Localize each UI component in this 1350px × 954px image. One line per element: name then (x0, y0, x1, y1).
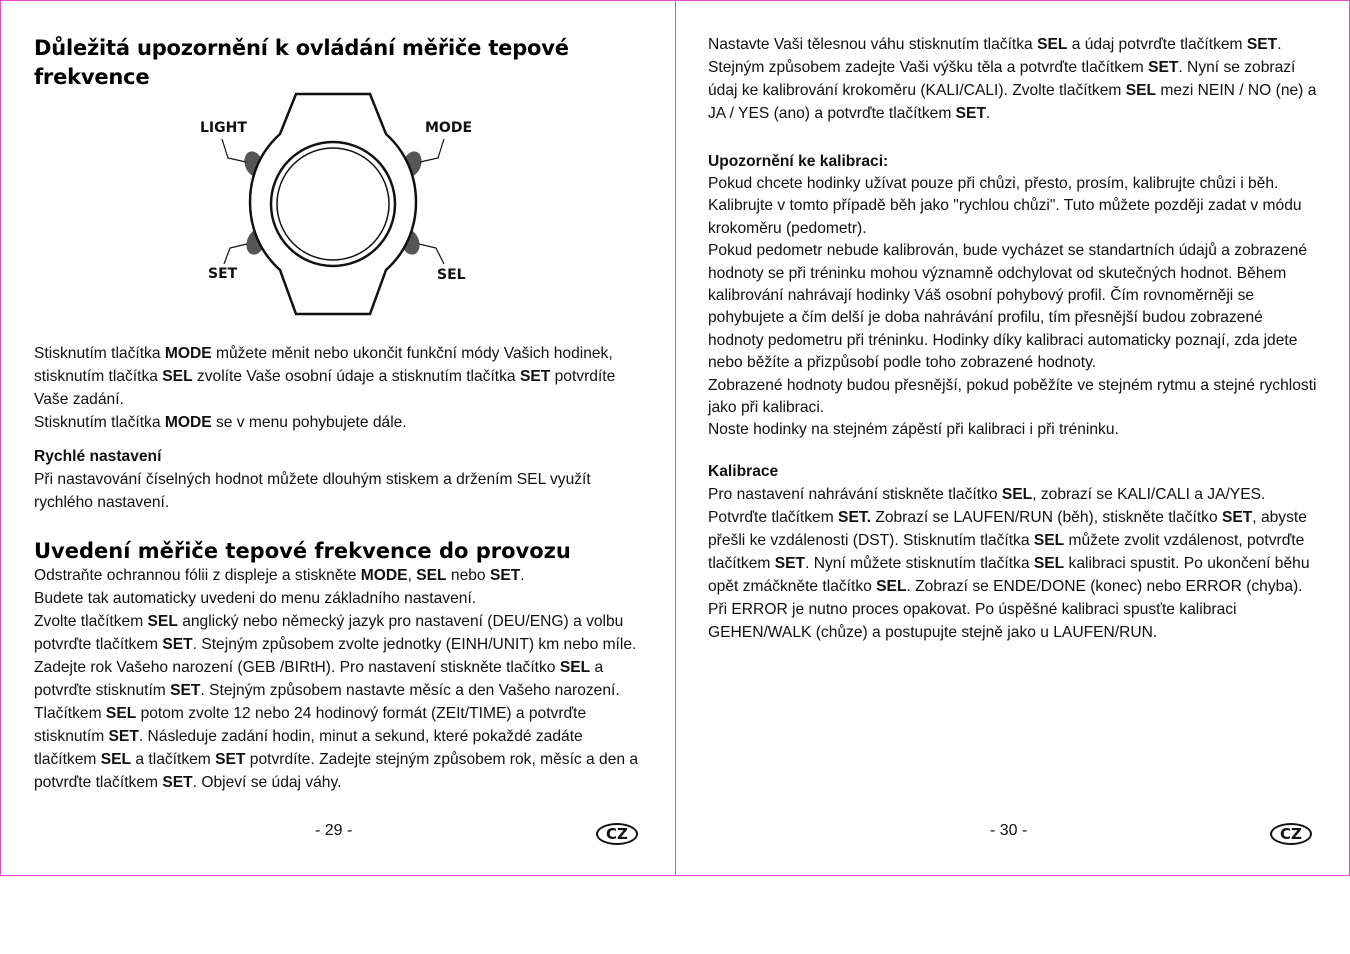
button-name: SEL (1125, 82, 1157, 99)
paragraph: Stisknutím tlačítka MODE můžete měnit nebo ukončit funkční módy Vašich hodinek, stisknutím tlačítka SEL zvolíte Vaše osobní údaje a stisknutím tlačítka SET potvrdíte Vaše zadání. (34, 345, 616, 408)
watch-label-mode: MODE (425, 120, 473, 136)
button-name: SEL (559, 659, 591, 676)
button-name: SET (774, 554, 806, 572)
button-name: SEL (1033, 531, 1065, 549)
button-name: SEL (105, 705, 137, 722)
button-name: SET (519, 368, 551, 385)
button-name: SEL (1033, 554, 1065, 572)
button-name: SEL (876, 577, 907, 595)
button-name: SET (170, 682, 201, 699)
watch-label-set: SET (208, 266, 238, 282)
button-name: SET (108, 728, 139, 745)
country-badge-right: CZ (1270, 823, 1312, 845)
button-name: SET (1221, 508, 1253, 526)
button-name: MODE (360, 567, 408, 584)
paragraph: Stisknutím tlačítka MODE se v menu pohybujete dále. (34, 414, 407, 431)
paragraph: Nastavte Vaši tělesnou váhu stisknutím tlačítka SEL a údaj potvrďte tlačítkem SET. Stejným způsobem zadejte Vaši výšku těla a potvrďte tlačítkem SET. Nyní se zobrazí údaj ke kalibrování krokoměru (KALI/CALI). Zvolte tlačítkem SEL mezi NEIN / NO (ne) a JA / YES (ano) a potvrďte tlačítkem SET. (708, 36, 1317, 122)
watch-face (277, 148, 389, 260)
button-name: SEL (100, 751, 132, 768)
page-title: Důležitá upozornění k ovládání měřiče tepové frekvence (34, 36, 569, 89)
button-name: SET. (838, 508, 871, 526)
calibration-note-p4: Noste hodinky na stejném zápěstí při kalibraci i při tréninku. (708, 421, 1119, 439)
button-name: SEL (416, 567, 447, 584)
button-name: SEL (1037, 36, 1068, 53)
weight-text (708, 33, 1318, 125)
button-name: SET (1148, 59, 1179, 76)
quick-setting-heading: Rychlé nastavení (34, 448, 162, 465)
watch-illustration (34, 92, 640, 324)
paragraph: Budete tak automaticky uvedeni do menu základního nastavení. (34, 590, 477, 607)
button-name: SET (162, 774, 193, 791)
button-name: SET (1246, 36, 1278, 53)
startup-heading: Uvedení měřiče tepové frekvence do provozu (34, 539, 571, 563)
paragraph: Zvolte tlačítkem SEL anglický nebo německý jazyk pro nastavení (DEU/ENG) a volbu potvrďte tlačítkem SET. Stejným způsobem zvolte jednotky (EINH/UNIT) km nebo míle. Zadejte rok Vašeho narození (GEB /BIRtH). Pro nastavení stiskněte tlačítko SEL a potvrďte stisknutím SET. Stejným způsobem nastavte měsíc a den Vašeho narození. Tlačítkem SEL potom zvolte 12 nebo 24 hodinový formát (ZEIt/TIME) a potvrďte stisknutím SET. Následuje zadání hodin, minut a sekund, které pokaždé zadáte tlačítkem SEL a tlačítkem SET potvrdíte. Zadejte stejným způsobem rok, měsíc a den a potvrďte tlačítkem SET. Objeví se údaj váhy. (34, 613, 639, 791)
page-number-left: - 29 - (315, 822, 353, 839)
watch-diagram (34, 92, 640, 324)
quick-setting-text: Při nastavování číselných hodnot můžete dlouhým stiskem a držením SEL využít rychlého nastavení. (34, 471, 591, 511)
calibration-note-p2: Pokud pedometr nebude kalibrován, bude vycházet se standartních údajů a zobrazené hodnoty se při tréninku mohou významně odchylovat od skutečných hodnot. Během kalibrování nahrávají hodinky Váš osobní pohybový profil. Čím rovnoměrněji se pohybujete a čím delší je doba nahrávání profilu, tím přesnější budou zobrazené hodnoty pedometru při tréninku. Hodinky díky kalibraci automaticky poznají, zda jdete nebo běžíte a přizpůsobí podle toho zobrazené hodnoty. (708, 242, 1308, 372)
calibration-text (708, 483, 1318, 644)
country-badge-left: CZ (596, 823, 638, 845)
button-name: SEL (1001, 485, 1033, 503)
button-name: SET (489, 567, 521, 584)
right-content (708, 33, 1318, 644)
paragraph: Odstraňte ochrannou fólii z displeje a stiskněte MODE, SEL nebo SET. (34, 567, 525, 584)
calibration-note-p3: Zobrazené hodnoty budou přesnější, pokud poběžíte ve stejném rytmu a stejné rychlosti jako při kalibraci. (708, 376, 1317, 417)
startup-text (34, 564, 640, 794)
left-content (34, 34, 640, 794)
intro-text (34, 342, 640, 434)
calibration-heading: Kalibrace (708, 462, 779, 480)
paragraph: Pro nastavení nahrávání stiskněte tlačítko SEL, zobrazí se KALI/CALI a JA/YES. Potvrďte tlačítkem SET. Zobrazí se LAUFEN/RUN (běh), stiskněte tlačítko SET, abyste přešli ke vzdálenosti (DST). Stisknutím tlačítka SEL můžete zvolit vzdálenost, potvrďte tlačítkem SET. Nyní můžete stisknutím tlačítka SEL kalibraci spustit. Po ukončení běhu opět zmáčkněte tlačítko SEL. Zobrazí se ENDE/DONE (konec) nebo ERROR (chyba). Při ERROR je nutno proces opakovat. Po úspěšné kalibraci spusťte kalibraci GEHEN/WALK (chůze) a postupujte stejně jako u LAUFEN/RUN. (708, 485, 1310, 641)
watch-label-sel: SEL (437, 267, 466, 283)
button-name: MODE (164, 345, 212, 362)
watch-label-light: LIGHT (200, 120, 247, 136)
button-name: MODE (164, 414, 212, 431)
button-name: SEL (147, 613, 178, 630)
button-name: SET (215, 751, 246, 768)
page-number-right: - 30 - (990, 822, 1028, 839)
calibration-note-p1: Pokud chcete hodinky užívat pouze při chůzi, přesto, prosím, kalibrujte chůzi i běh. Kalibrujte v tomto případě běh jako "rychlou chůzi". Tuto můžete později zadat v módu krokoměru (pedometr). (708, 175, 1302, 237)
button-name: SEL (162, 368, 193, 385)
calibration-note-heading: Upozornění ke kalibraci: (708, 153, 889, 170)
button-name: SET (162, 636, 193, 653)
button-name: SET (955, 105, 986, 122)
